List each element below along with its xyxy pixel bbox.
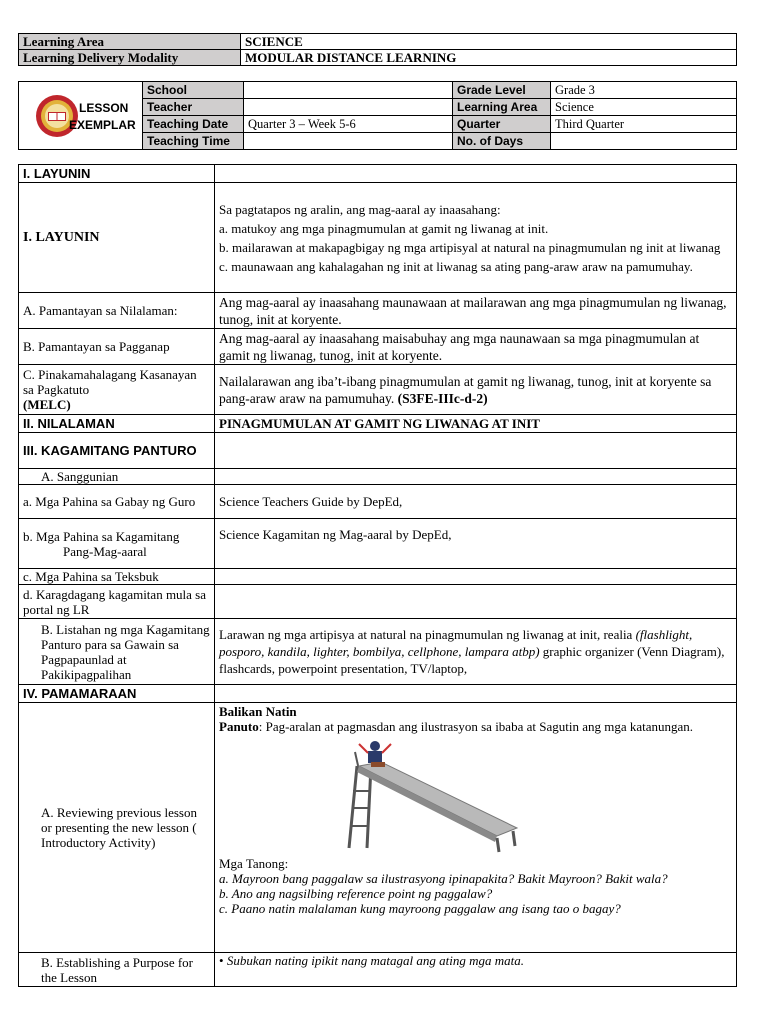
layunin-label: I. LAYUNIN xyxy=(19,183,215,293)
layunin-a: a. matukoy ang mga pinagmumulan at gamit ng liwanag at init. xyxy=(219,220,549,236)
info-table xyxy=(18,81,737,150)
sanggunian-label: A. Sanggunian xyxy=(19,469,215,485)
tanong-b: b. Ano ang nagsilbing reference point ng paggalaw? xyxy=(219,886,493,901)
balikan-title: Balikan Natin xyxy=(219,704,297,719)
balikan-content xyxy=(215,703,737,953)
date-label: Teaching Date xyxy=(143,116,244,133)
quarter-label: Quarter xyxy=(453,116,551,133)
time-value xyxy=(244,133,453,150)
melc-code: (S3FE-IIIc-d-2) xyxy=(397,390,488,406)
teksbuk-label: c. Mga Pahina sa Teksbuk xyxy=(19,569,215,585)
logo-text-lesson: LESSON xyxy=(79,100,129,115)
listahan-text: Larawan ng mga artipisya at natural na pinagmumulan ng liwanag at init, realia xyxy=(219,627,633,642)
melc-value xyxy=(215,365,737,415)
pagganap-label: B. Pamantayan sa Pagganap xyxy=(19,329,215,365)
layunin-heading: I. LAYUNIN xyxy=(19,165,215,183)
purpose-label: B. Establishing a Purpose for the Lesson xyxy=(19,953,215,987)
listahan-value xyxy=(215,619,737,685)
listahan-label: B. Listahan ng mga Kagamitang Panturo para sa Gawain sa Pagpapaunlad at Pakikipagpalihan xyxy=(19,619,215,685)
days-label: No. of Days xyxy=(453,133,551,150)
kagamitan-heading: III. KAGAMITANG PANTURO xyxy=(19,433,215,469)
tanong-c: c. Paano natin malalaman kung mayroong paggalaw ang isang tao o bagay? xyxy=(219,901,621,916)
panuto xyxy=(219,719,732,734)
tanong-title: Mga Tanong: xyxy=(219,856,289,871)
grade-value: Grade 3 xyxy=(551,82,737,99)
kagamitan-label-main: b. Mga Pahina sa Kagamitang xyxy=(23,528,180,544)
bullet-icon: • xyxy=(219,953,224,968)
nilalaman-value: Ang mag-aaral ay inaasahang maunawaan at mailarawan ang mga pinagmumulan ng liwanag, tunog, init at koryente. xyxy=(215,293,737,329)
gabay-label: a. Mga Pahina sa Gabay ng Guro xyxy=(19,485,215,519)
teksbuk-value xyxy=(215,569,737,585)
learning-area-label: Learning Area xyxy=(19,34,241,50)
listahan-items: (flashlight, posporo, kandila, lighter, bombilya, cellphone, lampara atbp) xyxy=(219,627,693,659)
kagamitan-label xyxy=(19,519,215,569)
area-value: Science xyxy=(551,99,737,116)
nilalaman-label: A. Pamantayan sa Nilalaman: xyxy=(19,293,215,329)
layunin-c: c. maunawaan ang kahalagahan ng init at liwanag sa ating pang-araw araw na pamumuhay. xyxy=(219,258,693,274)
kagamitan-value: Science Kagamitan ng Mag-aaral by DepEd, xyxy=(215,519,737,569)
nilalaman-heading: II. NILALAMAN xyxy=(19,415,215,433)
time-label: Teaching Time xyxy=(143,133,244,150)
school-value xyxy=(244,82,453,99)
purpose-bullet: Subukan nating ipikit nang matagal ang ating mga mata. xyxy=(226,953,524,968)
slide-illustration xyxy=(347,736,527,856)
panuto-label: Panuto xyxy=(219,719,259,734)
layunin-content xyxy=(215,183,737,293)
learning-area-value: SCIENCE xyxy=(241,34,737,50)
date-value: Quarter 3 – Week 5-6 xyxy=(244,116,453,133)
melc-label-main: C. Pinakamahalagang Kasanayan sa Pagkatuto xyxy=(23,367,197,397)
pagganap-value: Ang mag-aaral ay inaasahang maisabuhay ang mga naunawaan sa mga pinagmumulan at gamit ng liwanag, tunog, init at koryente. xyxy=(215,329,737,365)
melc-text: Nailalarawan ang iba’t-ibang pinagmumulan at gamit ng liwanag, tunog, init at koryente sa pang-araw araw na pamumuhay. xyxy=(219,373,712,406)
karagdagan-label: d. Karagdagang kagamitan mula sa portal ng LR xyxy=(19,585,215,619)
school-label: School xyxy=(143,82,244,99)
layunin-intro: Sa pagtatapos ng aralin, ang mag-aaral ay inaasahang: xyxy=(219,201,501,217)
modality-value: MODULAR DISTANCE LEARNING xyxy=(241,50,737,66)
illustration-area xyxy=(219,734,732,856)
nilalaman-topic: PINAGMUMULAN AT GAMIT NG LIWANAG AT INIT xyxy=(215,415,737,433)
teacher-label: Teacher xyxy=(143,99,244,116)
listahan-text-end: graphic organizer (Venn Diagram), flashcards, powerpoint presentation, TV/laptop, xyxy=(219,644,725,676)
pamamaraan-heading: IV. PAMAMARAAN xyxy=(19,685,215,703)
gabay-value: Science Teachers Guide by DepEd, xyxy=(215,485,737,519)
lesson-exemplar-logo xyxy=(19,82,143,150)
layunin-b: b. mailarawan at makapagbigay ng mga artipisyal at natural na pinagmumulan ng init at liwanag xyxy=(219,239,721,255)
melc-label-tag: (MELC) xyxy=(23,397,71,412)
melc-label xyxy=(19,365,215,415)
kagamitan-label-sub: Pang-Mag-aaral xyxy=(63,543,147,559)
header-table xyxy=(18,33,737,66)
logo-text-exemplar: EXEMPLAR xyxy=(69,117,136,132)
tanong-a: a. Mayroon bang paggalaw sa ilustrasyong ipinapakita? Bakit Mayroon? Bakit wala? xyxy=(219,871,668,886)
purpose-content xyxy=(215,953,737,987)
karagdagan-value xyxy=(215,585,737,619)
modality-label: Learning Delivery Modality xyxy=(19,50,241,66)
days-value xyxy=(551,133,737,150)
teacher-value xyxy=(244,99,453,116)
review-label: A. Reviewing previous lesson or presenting the new lesson ( Introductory Activity) xyxy=(19,703,215,953)
quarter-value: Third Quarter xyxy=(551,116,737,133)
area-label: Learning Area xyxy=(453,99,551,116)
grade-label: Grade Level xyxy=(453,82,551,99)
panuto-text: : Pag-aralan at pagmasdan ang ilustrasyon sa ibaba at Sagutin ang mga katanungan. xyxy=(258,719,694,734)
lesson-plan-table xyxy=(18,164,737,987)
